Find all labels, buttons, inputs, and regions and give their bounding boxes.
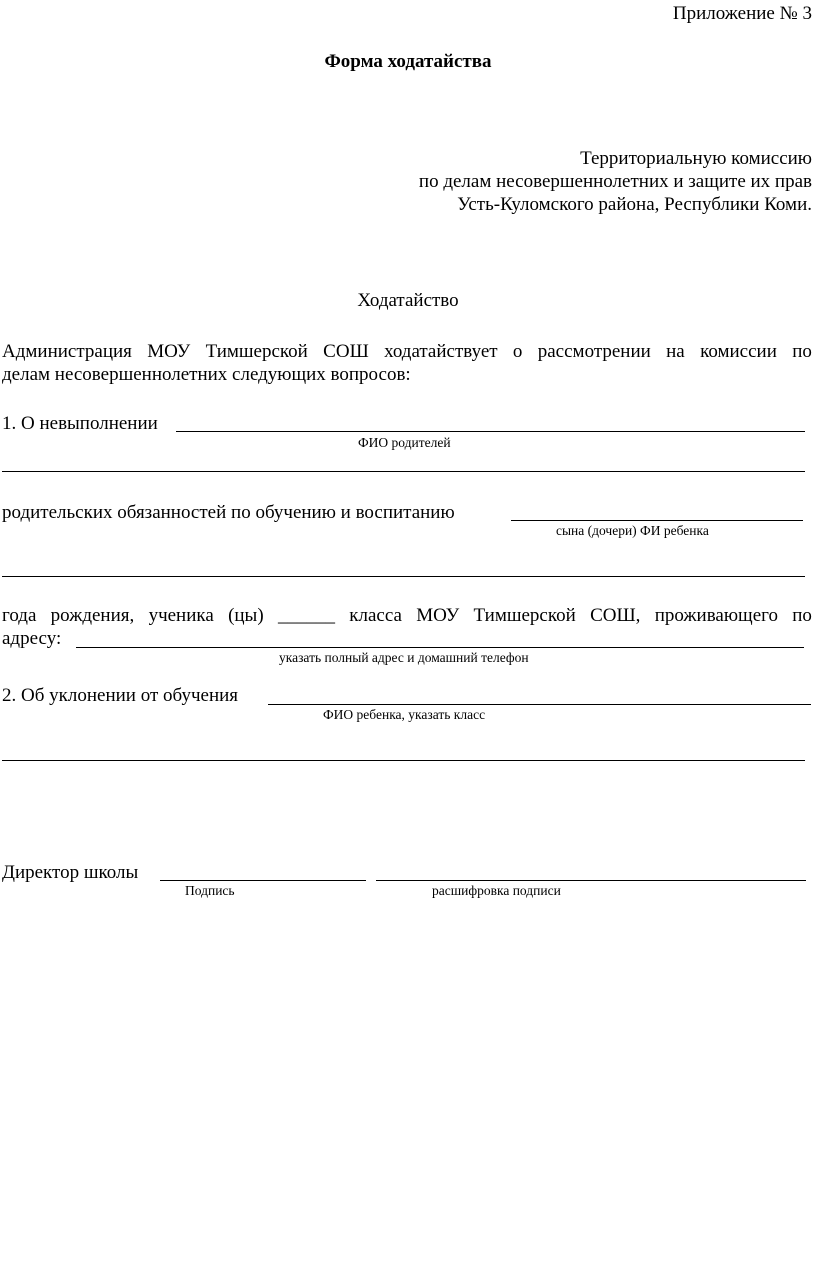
signature-decoding-field[interactable] xyxy=(376,880,806,881)
intro-word: МОУ xyxy=(147,341,191,362)
parents-name-continuation-field[interactable] xyxy=(2,471,805,472)
addressee-line-1: Территориальную комиссию xyxy=(580,148,812,169)
address-hint: указать полный адрес и домашний телефон xyxy=(279,650,529,665)
birth-word: проживающего xyxy=(654,605,778,626)
director-label: Директор школы xyxy=(2,862,139,883)
intro-word: ходатайствует xyxy=(384,341,498,362)
child-class-hint: ФИО ребенка, указать класс xyxy=(323,707,486,722)
child-name-field[interactable] xyxy=(511,520,803,521)
address-field[interactable] xyxy=(76,647,804,648)
intro-line-1 xyxy=(2,341,812,363)
intro-word: рассмотрении xyxy=(537,341,651,362)
birth-word: года xyxy=(2,605,37,626)
birth-word: по xyxy=(792,605,812,626)
birth-word: рождения, xyxy=(50,605,135,626)
birth-word: ученика xyxy=(148,605,214,626)
parents-name-field[interactable] xyxy=(176,431,805,432)
intro-word: на xyxy=(666,341,685,362)
addressee-line-3: Усть-Куломского района, Республики Коми. xyxy=(457,194,812,215)
signature-field[interactable] xyxy=(160,880,366,881)
document-title: Ходатайство xyxy=(357,290,459,311)
address-label: адресу: xyxy=(2,628,62,649)
birth-word: класса xyxy=(349,605,402,626)
form-title: Форма ходатайства xyxy=(324,51,492,72)
intro-word: комиссии xyxy=(700,341,777,362)
item2-label: 2. Об уклонении от обучения xyxy=(2,685,239,706)
intro-word: о xyxy=(512,341,523,362)
child-class-continuation-field[interactable] xyxy=(2,760,805,761)
birth-word: МОУ xyxy=(416,605,460,626)
intro-word: Тимшерской xyxy=(205,341,308,362)
birth-word: Тимшерской xyxy=(473,605,576,626)
signature-hint: Подпись xyxy=(185,883,235,898)
signature-decoding-hint: расшифровка подписи xyxy=(432,883,561,898)
child-name-continuation-field[interactable] xyxy=(2,576,805,577)
birth-word: СОШ, xyxy=(590,605,641,626)
parents-name-hint: ФИО родителей xyxy=(358,435,451,450)
appendix-label: Приложение № 3 xyxy=(672,3,812,24)
child-name-hint: сына (дочери) ФИ ребенка xyxy=(556,523,709,538)
intro-word: СОШ xyxy=(323,341,369,362)
intro-word: по xyxy=(792,341,812,362)
birth-class-line xyxy=(2,605,812,627)
class-blank[interactable]: ______ xyxy=(277,605,335,626)
intro-word: Администрация xyxy=(2,341,132,362)
birth-word: (цы) xyxy=(228,605,264,626)
item1-label: 1. О невыполнении xyxy=(2,413,158,434)
intro-line-2: делам несовершеннолетних следующих вопросов: xyxy=(2,364,411,385)
duties-text: родительских обязанностей по обучению и воспитанию xyxy=(2,502,455,523)
child-class-field[interactable] xyxy=(268,704,811,705)
addressee-line-2: по делам несовершеннолетних и защите их прав xyxy=(418,171,812,192)
